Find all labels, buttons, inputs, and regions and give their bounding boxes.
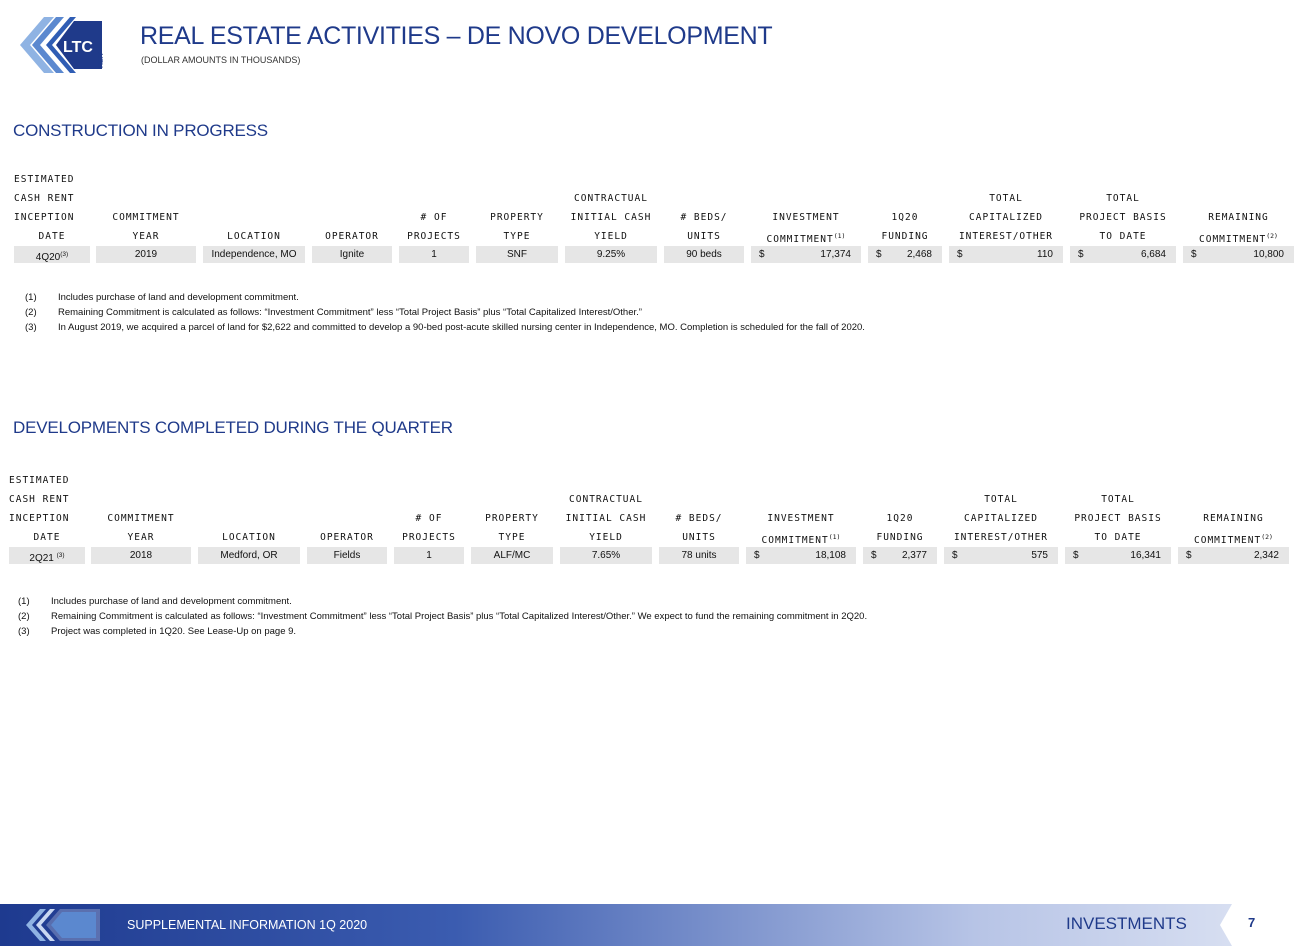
footnote-ref: (2)	[1266, 232, 1278, 240]
cell-type: ALF/MC	[471, 547, 553, 564]
logo-subtext: REIT	[98, 52, 105, 68]
cell-basis	[1070, 246, 1176, 263]
col-header-line: LOCATION	[205, 227, 303, 247]
footnote-number: (2)	[25, 307, 37, 318]
col-header-line: CONTRACTUAL	[574, 193, 648, 204]
footnote-text: Includes purchase of land and development commitment.	[58, 292, 299, 303]
cell-value: 2,342	[1253, 550, 1279, 561]
cell-inception	[9, 547, 85, 564]
col-header-line: INVESTMENT	[772, 212, 840, 223]
footnote	[18, 594, 867, 609]
col-header-line: INTEREST/OTHER	[946, 528, 1056, 548]
col-operator	[312, 170, 392, 270]
footnote-number: (2)	[18, 611, 30, 622]
col-interest	[949, 170, 1063, 270]
cell-year: 2019	[96, 246, 196, 263]
col-header-line: DATE	[16, 227, 88, 247]
col-header-line	[753, 227, 859, 247]
cell-units: 90 beds	[664, 246, 744, 263]
footnote-ref: (3)	[60, 251, 69, 258]
cell-units: 78 units	[659, 547, 739, 564]
col-basis	[1070, 170, 1176, 270]
col-header-line: CONTRACTUAL	[569, 494, 643, 505]
footnote-number: (1)	[18, 596, 30, 607]
col-header-line: INCEPTION	[9, 513, 70, 524]
footnote	[25, 290, 865, 305]
cell-yield: 9.25%	[565, 246, 657, 263]
col-type	[471, 471, 553, 571]
cell-interest	[944, 547, 1058, 564]
cell-value: 2,468	[906, 249, 932, 260]
currency-symbol: $	[1186, 550, 1192, 561]
col-header-line: FUNDING	[870, 227, 940, 247]
footnote-ref: (1)	[828, 533, 841, 541]
col-units	[659, 471, 739, 571]
col-inception	[14, 170, 90, 270]
cell-remaining	[1183, 246, 1294, 263]
col-operator	[307, 471, 387, 571]
col-header-line: PROJECT BASIS	[1074, 513, 1162, 524]
col-header-line: REMAINING	[1208, 212, 1269, 223]
col-header-line: INITIAL CASH	[565, 513, 647, 524]
currency-symbol: $	[952, 550, 958, 561]
col-header-line: TOTAL	[989, 193, 1023, 204]
col-header-line: TOTAL	[1106, 193, 1140, 204]
cell-projects: 1	[399, 246, 469, 263]
col-header-line: REMAINING	[1203, 513, 1264, 524]
col-header-line	[748, 528, 854, 548]
col-header-text: COMMITMENT	[761, 535, 829, 546]
cell-basis	[1065, 547, 1171, 564]
cell-operator: Ignite	[312, 246, 392, 263]
completed-heading: DEVELOPMENTS COMPLETED DURING THE QUARTER	[13, 418, 453, 437]
footnote-ref: (2)	[1261, 533, 1273, 541]
col-header-line: PROJECTS	[401, 227, 467, 247]
cell-inception	[14, 246, 90, 263]
currency-symbol: $	[759, 249, 765, 260]
col-header-text: COMMITMENT	[766, 234, 834, 245]
cell-operator: Fields	[307, 547, 387, 564]
col-header-line: TYPE	[473, 528, 551, 548]
footnote-number: (3)	[25, 322, 37, 333]
footnote	[18, 624, 867, 639]
col-header-line: 1Q20	[891, 212, 919, 223]
completed-footnotes	[18, 594, 867, 639]
col-header-line: YEAR	[93, 528, 189, 548]
col-interest	[944, 471, 1058, 571]
footer-logo-icon	[24, 908, 104, 942]
col-header-line: OPERATOR	[314, 227, 390, 247]
col-header-line: INVESTMENT	[767, 513, 835, 524]
col-header-line: CASH RENT	[14, 193, 75, 204]
currency-symbol: $	[754, 550, 760, 561]
col-header-line: OPERATOR	[309, 528, 385, 548]
footnote-text: Includes purchase of land and development commitment.	[51, 596, 292, 607]
col-type	[476, 170, 558, 270]
col-header-line: PROPERTY	[485, 513, 539, 524]
cell-type: SNF	[476, 246, 558, 263]
col-commitment	[746, 471, 856, 571]
col-year	[96, 170, 196, 270]
col-header-line: ESTIMATED	[14, 174, 75, 185]
footer-bar	[0, 904, 1300, 946]
col-header-line	[1185, 227, 1292, 247]
currency-symbol: $	[871, 550, 877, 561]
col-header-line: CAPITALIZED	[969, 212, 1043, 223]
page-number: 7	[1248, 915, 1256, 930]
currency-symbol: $	[1078, 249, 1084, 260]
footer-left-text: SUPPLEMENTAL INFORMATION 1Q 2020	[127, 918, 368, 932]
col-header-line: YIELD	[567, 227, 655, 247]
cell-value: 18,108	[815, 550, 846, 561]
col-header-text: COMMITMENT	[1199, 234, 1267, 245]
col-header-line: CAPITALIZED	[964, 513, 1038, 524]
cell-value: 17,374	[820, 249, 851, 260]
construction-footnotes	[25, 290, 865, 335]
col-location	[203, 170, 305, 270]
footnote-number: (3)	[18, 626, 30, 637]
footnote	[25, 320, 865, 335]
col-header-line: TOTAL	[984, 494, 1018, 505]
col-header-line: TOTAL	[1101, 494, 1135, 505]
col-header-line: YIELD	[562, 528, 650, 548]
cell-funding	[868, 246, 942, 263]
col-header-line: PROJECTS	[396, 528, 462, 548]
cell-value: 6,684	[1140, 249, 1166, 260]
col-header-line: LOCATION	[200, 528, 298, 548]
logo-text: LTC	[63, 39, 93, 56]
col-year	[91, 471, 191, 571]
col-header-line: INITIAL CASH	[570, 212, 652, 223]
col-header-line: PROJECT BASIS	[1079, 212, 1167, 223]
footnote	[18, 609, 867, 624]
cell-value: 2,377	[901, 550, 927, 561]
cell-year: 2018	[91, 547, 191, 564]
currency-symbol: $	[1191, 249, 1197, 260]
footer-section-name: INVESTMENTS	[1066, 914, 1187, 933]
page-subtitle: (DOLLAR AMOUNTS IN THOUSANDS)	[141, 55, 301, 65]
footnote-ref: (1)	[833, 232, 846, 240]
cell-value: 16,341	[1130, 550, 1161, 561]
cell-value: 110	[1037, 249, 1053, 260]
col-header-line: FUNDING	[865, 528, 935, 548]
page-number-tab	[1218, 904, 1300, 946]
col-header-line: # OF	[420, 212, 448, 223]
footnote-text: Project was completed in 1Q20. See Lease-Up on page 9.	[51, 626, 297, 637]
cell-funding	[863, 547, 937, 564]
col-header-line: # BEDS/	[675, 513, 723, 524]
col-header-line: CASH RENT	[9, 494, 70, 505]
col-header-line: # OF	[415, 513, 443, 524]
cell-location: Medford, OR	[198, 547, 300, 564]
cell-value: 575	[1031, 550, 1048, 561]
col-header-line: # BEDS/	[680, 212, 728, 223]
currency-symbol: $	[1073, 550, 1079, 561]
col-remaining	[1183, 170, 1294, 270]
cell-commitment	[751, 246, 861, 263]
col-header-line: TO DATE	[1067, 528, 1169, 548]
col-projects	[399, 170, 469, 270]
col-header-line: 1Q20	[886, 513, 914, 524]
cell-commitment	[746, 547, 856, 564]
col-units	[664, 170, 744, 270]
col-funding	[868, 170, 942, 270]
col-inception	[9, 471, 85, 571]
col-yield	[560, 471, 652, 571]
footnote-text: In August 2019, we acquired a parcel of land for $2,622 and committed to develop a 90-bed post-acute skilled nursing center in Independence, MO. Completion is scheduled for the fall of 2020.	[58, 322, 865, 333]
currency-symbol: $	[957, 249, 963, 260]
construction-heading: CONSTRUCTION IN PROGRESS	[13, 121, 268, 140]
col-yield	[565, 170, 657, 270]
col-projects	[394, 471, 464, 571]
col-commitment	[751, 170, 861, 270]
cell-location: Independence, MO	[203, 246, 305, 263]
col-header-line: COMMITMENT	[107, 513, 175, 524]
col-remaining	[1178, 471, 1289, 571]
cell-value: 2Q21	[29, 553, 54, 564]
footnote-ref: (3)	[56, 552, 65, 559]
footnote-text: Remaining Commitment is calculated as follows: “Investment Commitment” less “Total Project Basis” plus “Total Capitalized Interest/Other.”	[58, 307, 642, 318]
col-header-line: YEAR	[98, 227, 194, 247]
col-header-line: UNITS	[661, 528, 737, 548]
cell-interest	[949, 246, 1063, 263]
footnote-number: (1)	[25, 292, 37, 303]
currency-symbol: $	[876, 249, 882, 260]
cell-projects: 1	[394, 547, 464, 564]
footnote-text: Remaining Commitment is calculated as follows: “Investment Commitment” less “Total Project Basis” plus “Total Capitalized Interest/Other.” We expect to fund the remaining commitment in 2Q20.	[51, 611, 868, 622]
ltc-reit-logo	[16, 14, 116, 76]
col-header-line: TYPE	[478, 227, 556, 247]
page-title: REAL ESTATE ACTIVITIES – DE NOVO DEVELOPMENT	[140, 22, 773, 50]
col-header-line: COMMITMENT	[112, 212, 180, 223]
col-header-line: INCEPTION	[14, 212, 75, 223]
col-header-text: COMMITMENT	[1194, 535, 1262, 546]
cell-value: 4Q20	[35, 252, 61, 263]
cell-remaining	[1178, 547, 1289, 564]
col-basis	[1065, 471, 1171, 571]
col-header-line: ESTIMATED	[9, 475, 70, 486]
col-header-line: UNITS	[666, 227, 742, 247]
col-header-line: PROPERTY	[490, 212, 544, 223]
col-location	[198, 471, 300, 571]
construction-table	[14, 170, 1294, 270]
completed-table	[9, 471, 1293, 571]
col-header-line: TO DATE	[1072, 227, 1174, 247]
col-funding	[863, 471, 937, 571]
col-header-line	[1180, 528, 1287, 548]
cell-value: 10,800	[1253, 249, 1284, 260]
col-header-line: INTEREST/OTHER	[951, 227, 1061, 247]
cell-yield: 7.65%	[560, 547, 652, 564]
footnote	[25, 305, 865, 320]
col-header-line: DATE	[11, 528, 83, 548]
